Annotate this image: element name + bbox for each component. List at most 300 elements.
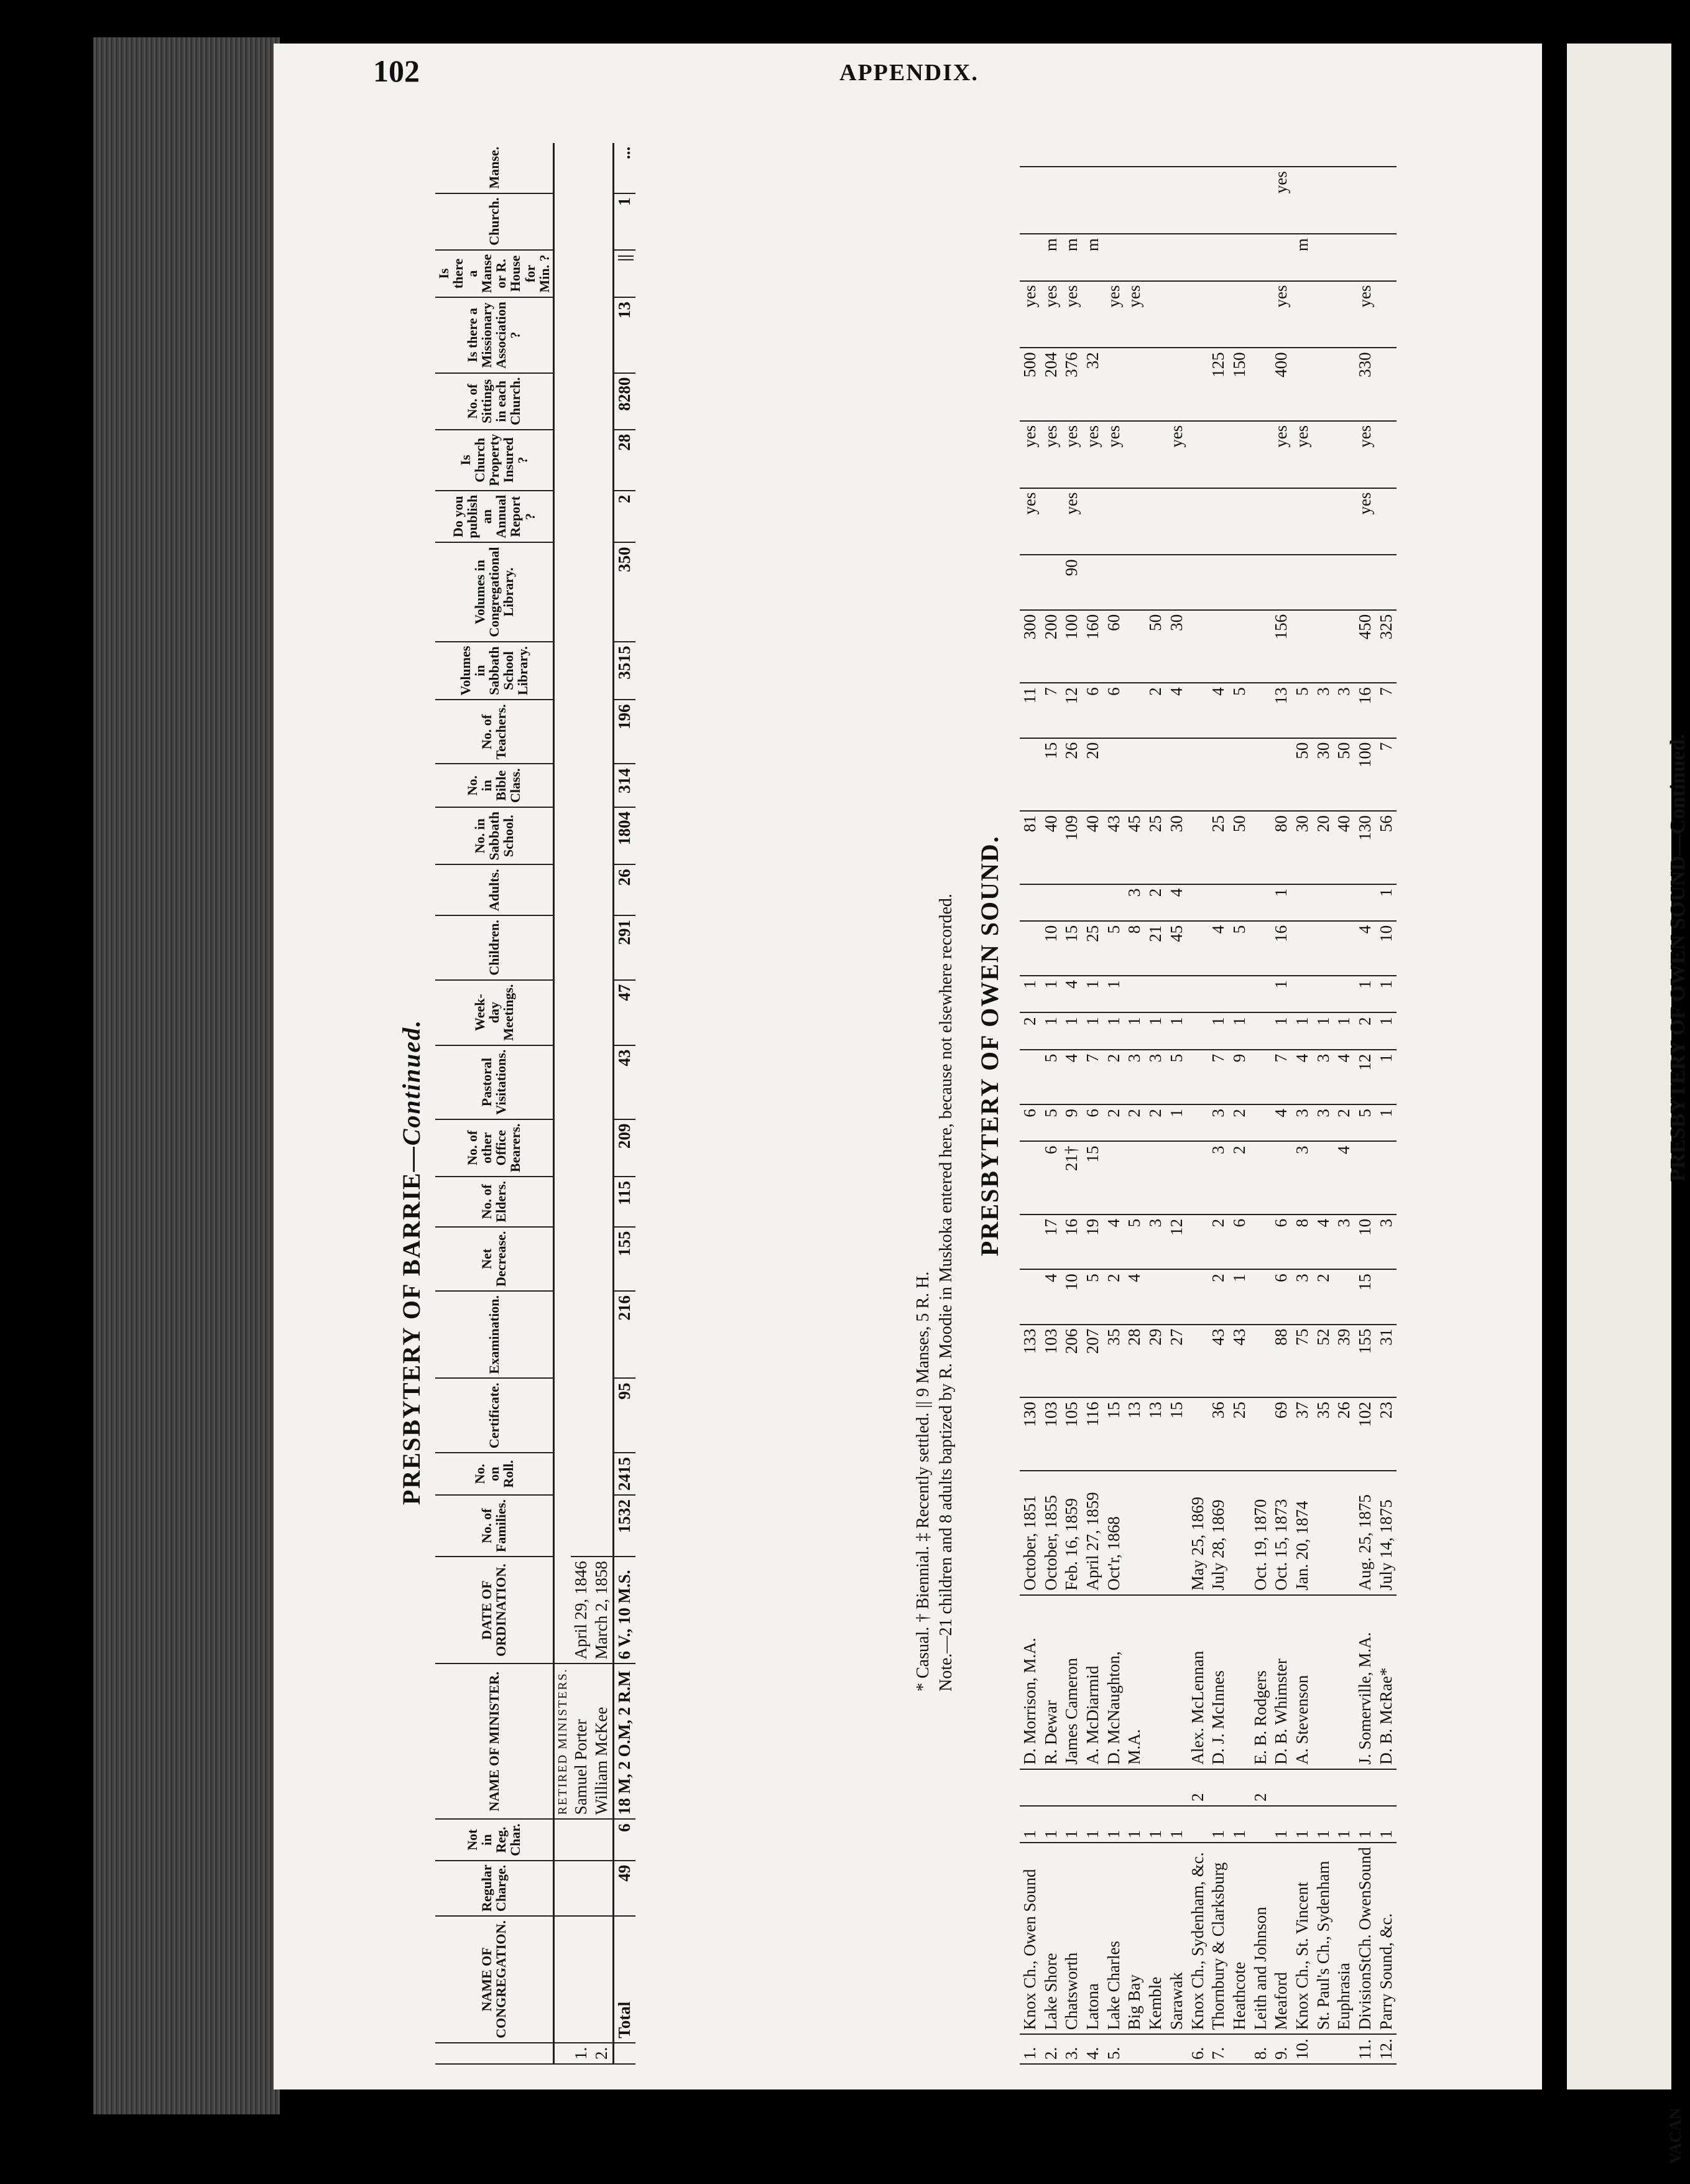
owen-sabbath-school: 40 <box>1041 811 1062 884</box>
owen-visitations: 1 <box>1104 1013 1125 1050</box>
owen-on-roll: 28 <box>1124 1325 1145 1397</box>
owen-families: 130 <box>1020 1397 1041 1470</box>
owen-net-decrease <box>1020 1141 1041 1214</box>
owen-manse <box>1104 234 1125 280</box>
owen-row-num: 9. <box>1271 2034 1292 2064</box>
owen-vol-sabbath: 300 <box>1020 610 1041 683</box>
owen-bible-class <box>1124 738 1145 811</box>
col-on-roll: No. on Roll. <box>435 1453 553 1495</box>
owen-adults <box>1208 884 1229 921</box>
owen-sabbath-school: 40 <box>1334 811 1355 884</box>
owen-manse-built <box>1145 149 1166 167</box>
owen-visitations: 1 <box>1208 1013 1229 1050</box>
owen-elders: 1 <box>1166 1104 1188 1141</box>
owen-bible-class <box>1104 738 1125 811</box>
owen-bible-class: 7 <box>1376 738 1397 811</box>
owen-sabbath-school: 45 <box>1124 811 1145 884</box>
owen-office-bearers: 4 <box>1334 1050 1355 1104</box>
owen-office-bearers: 3 <box>1313 1050 1334 1104</box>
owen-minister: D. J. McInnes <box>1208 1595 1229 1769</box>
owen-congregation: Sarawak <box>1166 1843 1188 2034</box>
owen-adults <box>1313 884 1334 921</box>
owen-adults <box>1020 884 1041 921</box>
owen-row <box>1250 149 1272 2064</box>
owen-week-day <box>1334 976 1355 1012</box>
owen-teachers: 4 <box>1166 683 1188 738</box>
owen-annual-report <box>1250 488 1272 555</box>
owen-minister: D. B. Whimster <box>1271 1595 1292 1769</box>
owen-church-built <box>1124 167 1145 234</box>
owen-regular-charge: 1 <box>1229 1806 1250 1843</box>
owen-teachers: 5 <box>1229 683 1250 738</box>
owen-row <box>1124 149 1145 2064</box>
owen-teachers: 6 <box>1104 683 1125 738</box>
owen-annual-report <box>1124 488 1145 555</box>
facing-page-vacant: VACAN <box>1666 2108 1684 2164</box>
owen-row <box>1104 149 1125 2064</box>
total-elders: 115 <box>614 1177 635 1227</box>
owen-row <box>1271 149 1292 2064</box>
owen-adults <box>1041 884 1062 921</box>
owen-vol-cong <box>1188 555 1209 609</box>
owen-church-built <box>1292 167 1313 234</box>
owen-row-num <box>1166 2034 1188 2064</box>
total-annual-report: 2 <box>614 491 635 543</box>
owen-church-built <box>1250 167 1272 234</box>
owen-bible-class <box>1020 738 1041 811</box>
col-net-decrease: Net Decrease. <box>435 1227 553 1291</box>
owen-sabbath-school: 20 <box>1313 811 1334 884</box>
retired-name: Samuel Porter <box>571 1663 592 1819</box>
col-vol-sabbath: Volumes in Sabbath School Library. <box>435 642 553 700</box>
owen-insured: yes <box>1271 421 1292 488</box>
retired-num: 1. <box>571 2043 592 2064</box>
owen-certificate <box>1166 1269 1188 1324</box>
owen-missionary <box>1250 281 1272 348</box>
owen-minister: A. Stevenson <box>1292 1595 1313 1769</box>
owen-week-day <box>1313 976 1334 1012</box>
owen-regular-charge: 1 <box>1271 1806 1292 1843</box>
owen-on-roll: 52 <box>1313 1325 1334 1397</box>
owen-ordination-date: Oct. 15, 1873 <box>1271 1471 1292 1595</box>
owen-teachers: 13 <box>1271 683 1292 738</box>
col-sittings: No. of Sittings in each Church. <box>435 373 553 430</box>
owen-on-roll: 206 <box>1061 1325 1083 1397</box>
owen-vol-sabbath: 100 <box>1061 610 1083 683</box>
owen-children <box>1292 921 1313 976</box>
owen-ordination-date <box>1145 1471 1166 1595</box>
owen-not-in-reg <box>1376 1769 1397 1806</box>
owen-minister <box>1145 1595 1166 1769</box>
total-ordination: 6 V., 10 M.S. <box>614 1557 635 1663</box>
owen-congregation: Lake Charles <box>1104 1843 1125 2034</box>
total-families: 1532 <box>614 1495 635 1557</box>
owen-not-in-reg <box>1166 1769 1188 1806</box>
barrie-title-continued: Continued. <box>397 1019 425 1146</box>
owen-week-day <box>1145 976 1166 1012</box>
owen-row-num <box>1313 2034 1334 2064</box>
owen-sabbath-school <box>1188 811 1209 884</box>
owen-adults: 1 <box>1376 884 1397 921</box>
owen-adults: 3 <box>1124 884 1145 921</box>
owen-row <box>1166 149 1188 2064</box>
owen-regular-charge: 1 <box>1376 1806 1397 1843</box>
owen-examination: 19 <box>1083 1215 1104 1269</box>
owen-office-bearers <box>1250 1050 1272 1104</box>
owen-office-bearers: 4 <box>1061 1050 1083 1104</box>
owen-week-day: 1 <box>1355 976 1376 1012</box>
owen-missionary <box>1292 281 1313 348</box>
owen-elders: 3 <box>1208 1104 1229 1141</box>
owen-congregation: Leith and Johnson <box>1250 1843 1272 2034</box>
owen-sabbath-school: 25 <box>1208 811 1229 884</box>
owen-families: 37 <box>1292 1397 1313 1470</box>
owen-regular-charge: 1 <box>1104 1806 1125 1843</box>
owen-church-built <box>1020 167 1041 234</box>
retired-date: April 29, 1846 <box>571 1557 592 1663</box>
owen-visitations: 1 <box>1166 1013 1188 1050</box>
owen-examination: 5 <box>1124 1215 1145 1269</box>
owen-manse-built <box>1188 149 1209 167</box>
owen-manse <box>1313 234 1334 280</box>
owen-children: 21 <box>1145 921 1166 976</box>
owen-visitations: 2 <box>1355 1013 1376 1050</box>
total-manse-built: ... <box>614 143 635 193</box>
owen-church-built <box>1041 167 1062 234</box>
owen-insured <box>1376 421 1397 488</box>
owen-annual-report: yes <box>1061 488 1083 555</box>
owen-examination: 3 <box>1334 1215 1355 1269</box>
owen-annual-report <box>1334 488 1355 555</box>
owen-families: 13 <box>1145 1397 1166 1470</box>
owen-sittings: 32 <box>1083 348 1104 420</box>
owen-insured: yes <box>1020 421 1041 488</box>
owen-on-roll: 29 <box>1145 1325 1166 1397</box>
owen-annual-report <box>1083 488 1104 555</box>
owen-not-in-reg <box>1208 1769 1229 1806</box>
col-sabbath-school: No. in Sabbath School. <box>435 807 553 864</box>
owen-children <box>1334 921 1355 976</box>
owen-examination: 4 <box>1104 1215 1125 1269</box>
owen-elders: 2 <box>1104 1104 1125 1141</box>
owen-sabbath-school: 109 <box>1061 811 1083 884</box>
owen-children <box>1020 921 1041 976</box>
total-certificate: 95 <box>614 1378 635 1453</box>
owen-table-body <box>1020 149 1397 2064</box>
owen-visitations: 1 <box>1271 1013 1292 1050</box>
owen-annual-report <box>1229 488 1250 555</box>
owen-certificate: 15 <box>1355 1269 1376 1324</box>
owen-teachers: 4 <box>1208 683 1229 738</box>
owen-minister: Alex. McLennan <box>1188 1595 1209 1769</box>
owen-regular-charge: 1 <box>1083 1806 1104 1843</box>
owen-annual-report <box>1145 488 1166 555</box>
owen-not-in-reg <box>1124 1769 1145 1806</box>
owen-congregation: Parry Sound, &c. <box>1376 1843 1397 2034</box>
owen-insured: yes <box>1041 421 1062 488</box>
owen-row-num: 10. <box>1292 2034 1313 2064</box>
owen-missionary: yes <box>1124 281 1145 348</box>
owen-elders: 9 <box>1061 1104 1083 1141</box>
owen-children: 10 <box>1376 921 1397 976</box>
owen-certificate: 5 <box>1083 1269 1104 1324</box>
owen-congregation: Meaford <box>1271 1843 1292 2034</box>
owen-examination: 12 <box>1166 1215 1188 1269</box>
owen-office-bearers: 7 <box>1083 1050 1104 1104</box>
owen-net-decrease <box>1124 1141 1145 1214</box>
owen-examination: 3 <box>1376 1215 1397 1269</box>
owen-church-built <box>1083 167 1104 234</box>
owen-on-roll: 207 <box>1083 1325 1104 1397</box>
owen-insured <box>1313 421 1334 488</box>
owen-insured: yes <box>1104 421 1125 488</box>
owen-bible-class <box>1145 738 1166 811</box>
owen-vol-cong <box>1229 555 1250 609</box>
owen-sittings: 500 <box>1020 348 1041 420</box>
owen-minister: D. McNaughton, <box>1104 1595 1125 1769</box>
owen-families: 15 <box>1104 1397 1125 1470</box>
owen-annual-report <box>1271 488 1292 555</box>
col-church-built: Church. <box>435 193 553 250</box>
owen-minister <box>1313 1595 1334 1769</box>
owen-children: 5 <box>1229 921 1250 976</box>
owen-not-in-reg <box>1083 1769 1104 1806</box>
owen-row-num: 6. <box>1188 2034 1209 2064</box>
owen-vol-sabbath <box>1313 610 1334 683</box>
owen-row <box>1188 149 1209 2064</box>
owen-elders <box>1188 1104 1209 1141</box>
owen-vol-sabbath: 156 <box>1271 610 1292 683</box>
owen-vol-sabbath <box>1188 610 1209 683</box>
owen-ordination-date: Oct. 19, 1870 <box>1250 1471 1272 1595</box>
owen-insured <box>1124 421 1145 488</box>
owen-week-day <box>1229 976 1250 1012</box>
owen-ordination-date: October, 1851 <box>1020 1471 1041 1595</box>
owen-not-in-reg <box>1061 1769 1083 1806</box>
owen-teachers: 7 <box>1041 683 1062 738</box>
owen-net-decrease <box>1250 1141 1272 1214</box>
owen-sabbath-school: 81 <box>1020 811 1041 884</box>
owen-missionary <box>1376 281 1397 348</box>
owen-certificate: 4 <box>1124 1269 1145 1324</box>
owen-regular-charge: 1 <box>1124 1806 1145 1843</box>
owen-examination: 16 <box>1061 1215 1083 1269</box>
owen-manse-built <box>1376 149 1397 167</box>
owen-insured <box>1229 421 1250 488</box>
owen-certificate: 2 <box>1208 1269 1229 1324</box>
owen-ordination-date: Jan. 20, 1874 <box>1292 1471 1313 1595</box>
owen-ordination-date: Feb. 16, 1859 <box>1061 1471 1083 1595</box>
owen-row <box>1145 149 1166 2064</box>
owen-sabbath-school: 25 <box>1145 811 1166 884</box>
owen-families: 13 <box>1124 1397 1145 1470</box>
total-vol-cong: 350 <box>614 543 635 642</box>
owen-regular-charge: 1 <box>1145 1806 1166 1843</box>
owen-children <box>1188 921 1209 976</box>
owen-adults <box>1355 884 1376 921</box>
owen-annual-report: yes <box>1020 488 1041 555</box>
owen-children <box>1250 921 1272 976</box>
owen-manse <box>1334 234 1355 280</box>
owen-examination: 6 <box>1229 1215 1250 1269</box>
owen-bible-class: 50 <box>1292 738 1313 811</box>
owen-manse-built <box>1313 149 1334 167</box>
owen-on-roll <box>1250 1325 1272 1397</box>
owen-children: 15 <box>1061 921 1083 976</box>
owen-visitations: 1 <box>1145 1013 1166 1050</box>
barrie-table <box>435 143 635 2065</box>
owen-missionary: yes <box>1041 281 1062 348</box>
owen-minister: A. McDiarmid <box>1083 1595 1104 1769</box>
owen-examination <box>1188 1215 1209 1269</box>
owen-week-day: 1 <box>1041 976 1062 1012</box>
owen-manse: m <box>1292 234 1313 280</box>
owen-annual-report: yes <box>1355 488 1376 555</box>
col-elders: No. of Elders. <box>435 1177 553 1227</box>
owen-certificate <box>1250 1269 1272 1324</box>
owen-week-day: 1 <box>1271 976 1292 1012</box>
owen-net-decrease: 3 <box>1208 1141 1229 1214</box>
owen-bible-class: 50 <box>1334 738 1355 811</box>
owen-insured <box>1188 421 1209 488</box>
owen-manse <box>1124 234 1145 280</box>
owen-not-in-reg <box>1229 1769 1250 1806</box>
owen-certificate: 2 <box>1104 1269 1125 1324</box>
owen-row-num: 8. <box>1250 2034 1272 2064</box>
owen-elders: 5 <box>1355 1104 1376 1141</box>
owen-teachers: 3 <box>1334 683 1355 738</box>
owen-vol-sabbath <box>1250 610 1272 683</box>
owen-teachers: 2 <box>1145 683 1166 738</box>
owen-elders: 3 <box>1292 1104 1313 1141</box>
total-week-day: 47 <box>614 980 635 1045</box>
total-missionary: 13 <box>614 297 635 373</box>
owen-sittings <box>1124 348 1145 420</box>
owen-sittings <box>1250 348 1272 420</box>
owen-not-in-reg: 2 <box>1250 1769 1272 1806</box>
owen-church-built <box>1166 167 1188 234</box>
owen-congregation: St. Paul's Ch., Sydenham <box>1313 1843 1334 2034</box>
owen-bible-class: 30 <box>1313 738 1334 811</box>
owen-regular-charge: 1 <box>1313 1806 1334 1843</box>
total-bible-class: 314 <box>614 764 635 807</box>
total-label: Total <box>614 1916 635 2043</box>
owen-missionary: yes <box>1271 281 1292 348</box>
owen-children: 10 <box>1041 921 1062 976</box>
owen-ordination-date: July 14, 1875 <box>1376 1471 1397 1595</box>
owen-manse-built <box>1124 149 1145 167</box>
owen-vol-sabbath: 30 <box>1166 610 1188 683</box>
owen-elders: 3 <box>1313 1104 1334 1141</box>
owen-church-built <box>1229 167 1250 234</box>
owen-ordination-date: Oct'r, 1868 <box>1104 1471 1125 1595</box>
col-office-bearers: No. of other Office Bearers. <box>435 1119 553 1177</box>
owen-office-bearers: 3 <box>1145 1050 1166 1104</box>
owen-vol-cong <box>1020 555 1041 609</box>
owen-certificate: 6 <box>1271 1269 1292 1324</box>
owen-on-roll <box>1188 1325 1209 1397</box>
owen-on-roll: 75 <box>1292 1325 1313 1397</box>
total-church-built: 1 <box>614 193 635 250</box>
owen-sittings <box>1166 348 1188 420</box>
owen-manse-built <box>1020 149 1041 167</box>
owen-annual-report <box>1104 488 1125 555</box>
owen-manse <box>1208 234 1229 280</box>
col-manse-built: Manse. <box>435 143 553 193</box>
owen-not-in-reg <box>1104 1769 1125 1806</box>
owen-office-bearers <box>1188 1050 1209 1104</box>
owen-manse <box>1020 234 1041 280</box>
owen-week-day: 1 <box>1104 976 1125 1012</box>
owen-office-bearers <box>1020 1050 1041 1104</box>
barrie-notes <box>914 894 960 1691</box>
owen-adults: 1 <box>1271 884 1292 921</box>
col-minister: NAME OF MINISTER. <box>435 1663 553 1819</box>
owen-certificate: 2 <box>1313 1269 1334 1324</box>
owen-net-decrease: 4 <box>1334 1141 1355 1214</box>
owen-title: PRESBYTERY OF OWEN SOUND. <box>976 835 1004 1256</box>
owen-congregation: Latona <box>1083 1843 1104 2034</box>
owen-children: 25 <box>1083 921 1104 976</box>
owen-certificate <box>1334 1269 1355 1324</box>
owen-sittings <box>1313 348 1334 420</box>
owen-elders: 2 <box>1124 1104 1145 1141</box>
owen-office-bearers: 1 <box>1376 1050 1397 1104</box>
total-adults: 26 <box>614 864 635 915</box>
facing-page <box>1567 44 1671 2089</box>
total-sabbath-school: 1804 <box>614 807 635 864</box>
owen-row-num: 5. <box>1104 2034 1125 2064</box>
owen-teachers: 12 <box>1061 683 1083 738</box>
owen-sabbath-school: 30 <box>1166 811 1188 884</box>
owen-on-roll: 155 <box>1355 1325 1376 1397</box>
owen-not-in-reg <box>1041 1769 1062 1806</box>
owen-minister: D. Morrison, M.A. <box>1020 1595 1041 1769</box>
total-sittings: 8280 <box>614 373 635 430</box>
owen-church-built <box>1355 167 1376 234</box>
owen-sittings: 150 <box>1229 348 1250 420</box>
owen-elders <box>1250 1104 1272 1141</box>
col-regular: Regular Charge. <box>435 1861 553 1916</box>
col-vol-cong: Volumes in Congregational Library. <box>435 543 553 642</box>
owen-manse-built <box>1166 149 1188 167</box>
owen-examination: 10 <box>1355 1215 1376 1269</box>
owen-manse <box>1145 234 1166 280</box>
owen-children: 8 <box>1124 921 1145 976</box>
owen-elders: 2 <box>1145 1104 1166 1141</box>
owen-row <box>1229 149 1250 2064</box>
owen-families: 35 <box>1313 1397 1334 1470</box>
owen-vol-sabbath: 450 <box>1355 610 1376 683</box>
owen-net-decrease <box>1271 1141 1292 1214</box>
owen-examination: 17 <box>1041 1215 1062 1269</box>
owen-week-day <box>1250 976 1272 1012</box>
owen-families: 116 <box>1083 1397 1104 1470</box>
total-vol-sabbath: 3515 <box>614 642 635 700</box>
owen-bible-class: 100 <box>1355 738 1376 811</box>
owen-week-day: 1 <box>1376 976 1397 1012</box>
owen-week-day <box>1124 976 1145 1012</box>
owen-office-bearers: 3 <box>1124 1050 1145 1104</box>
owen-children <box>1313 921 1334 976</box>
owen-vol-cong <box>1355 555 1376 609</box>
owen-manse <box>1250 234 1272 280</box>
owen-certificate: 3 <box>1292 1269 1313 1324</box>
owen-bible-class: 26 <box>1061 738 1083 811</box>
owen-vol-cong <box>1271 555 1292 609</box>
owen-week-day <box>1188 976 1209 1012</box>
owen-row <box>1020 149 1041 2064</box>
